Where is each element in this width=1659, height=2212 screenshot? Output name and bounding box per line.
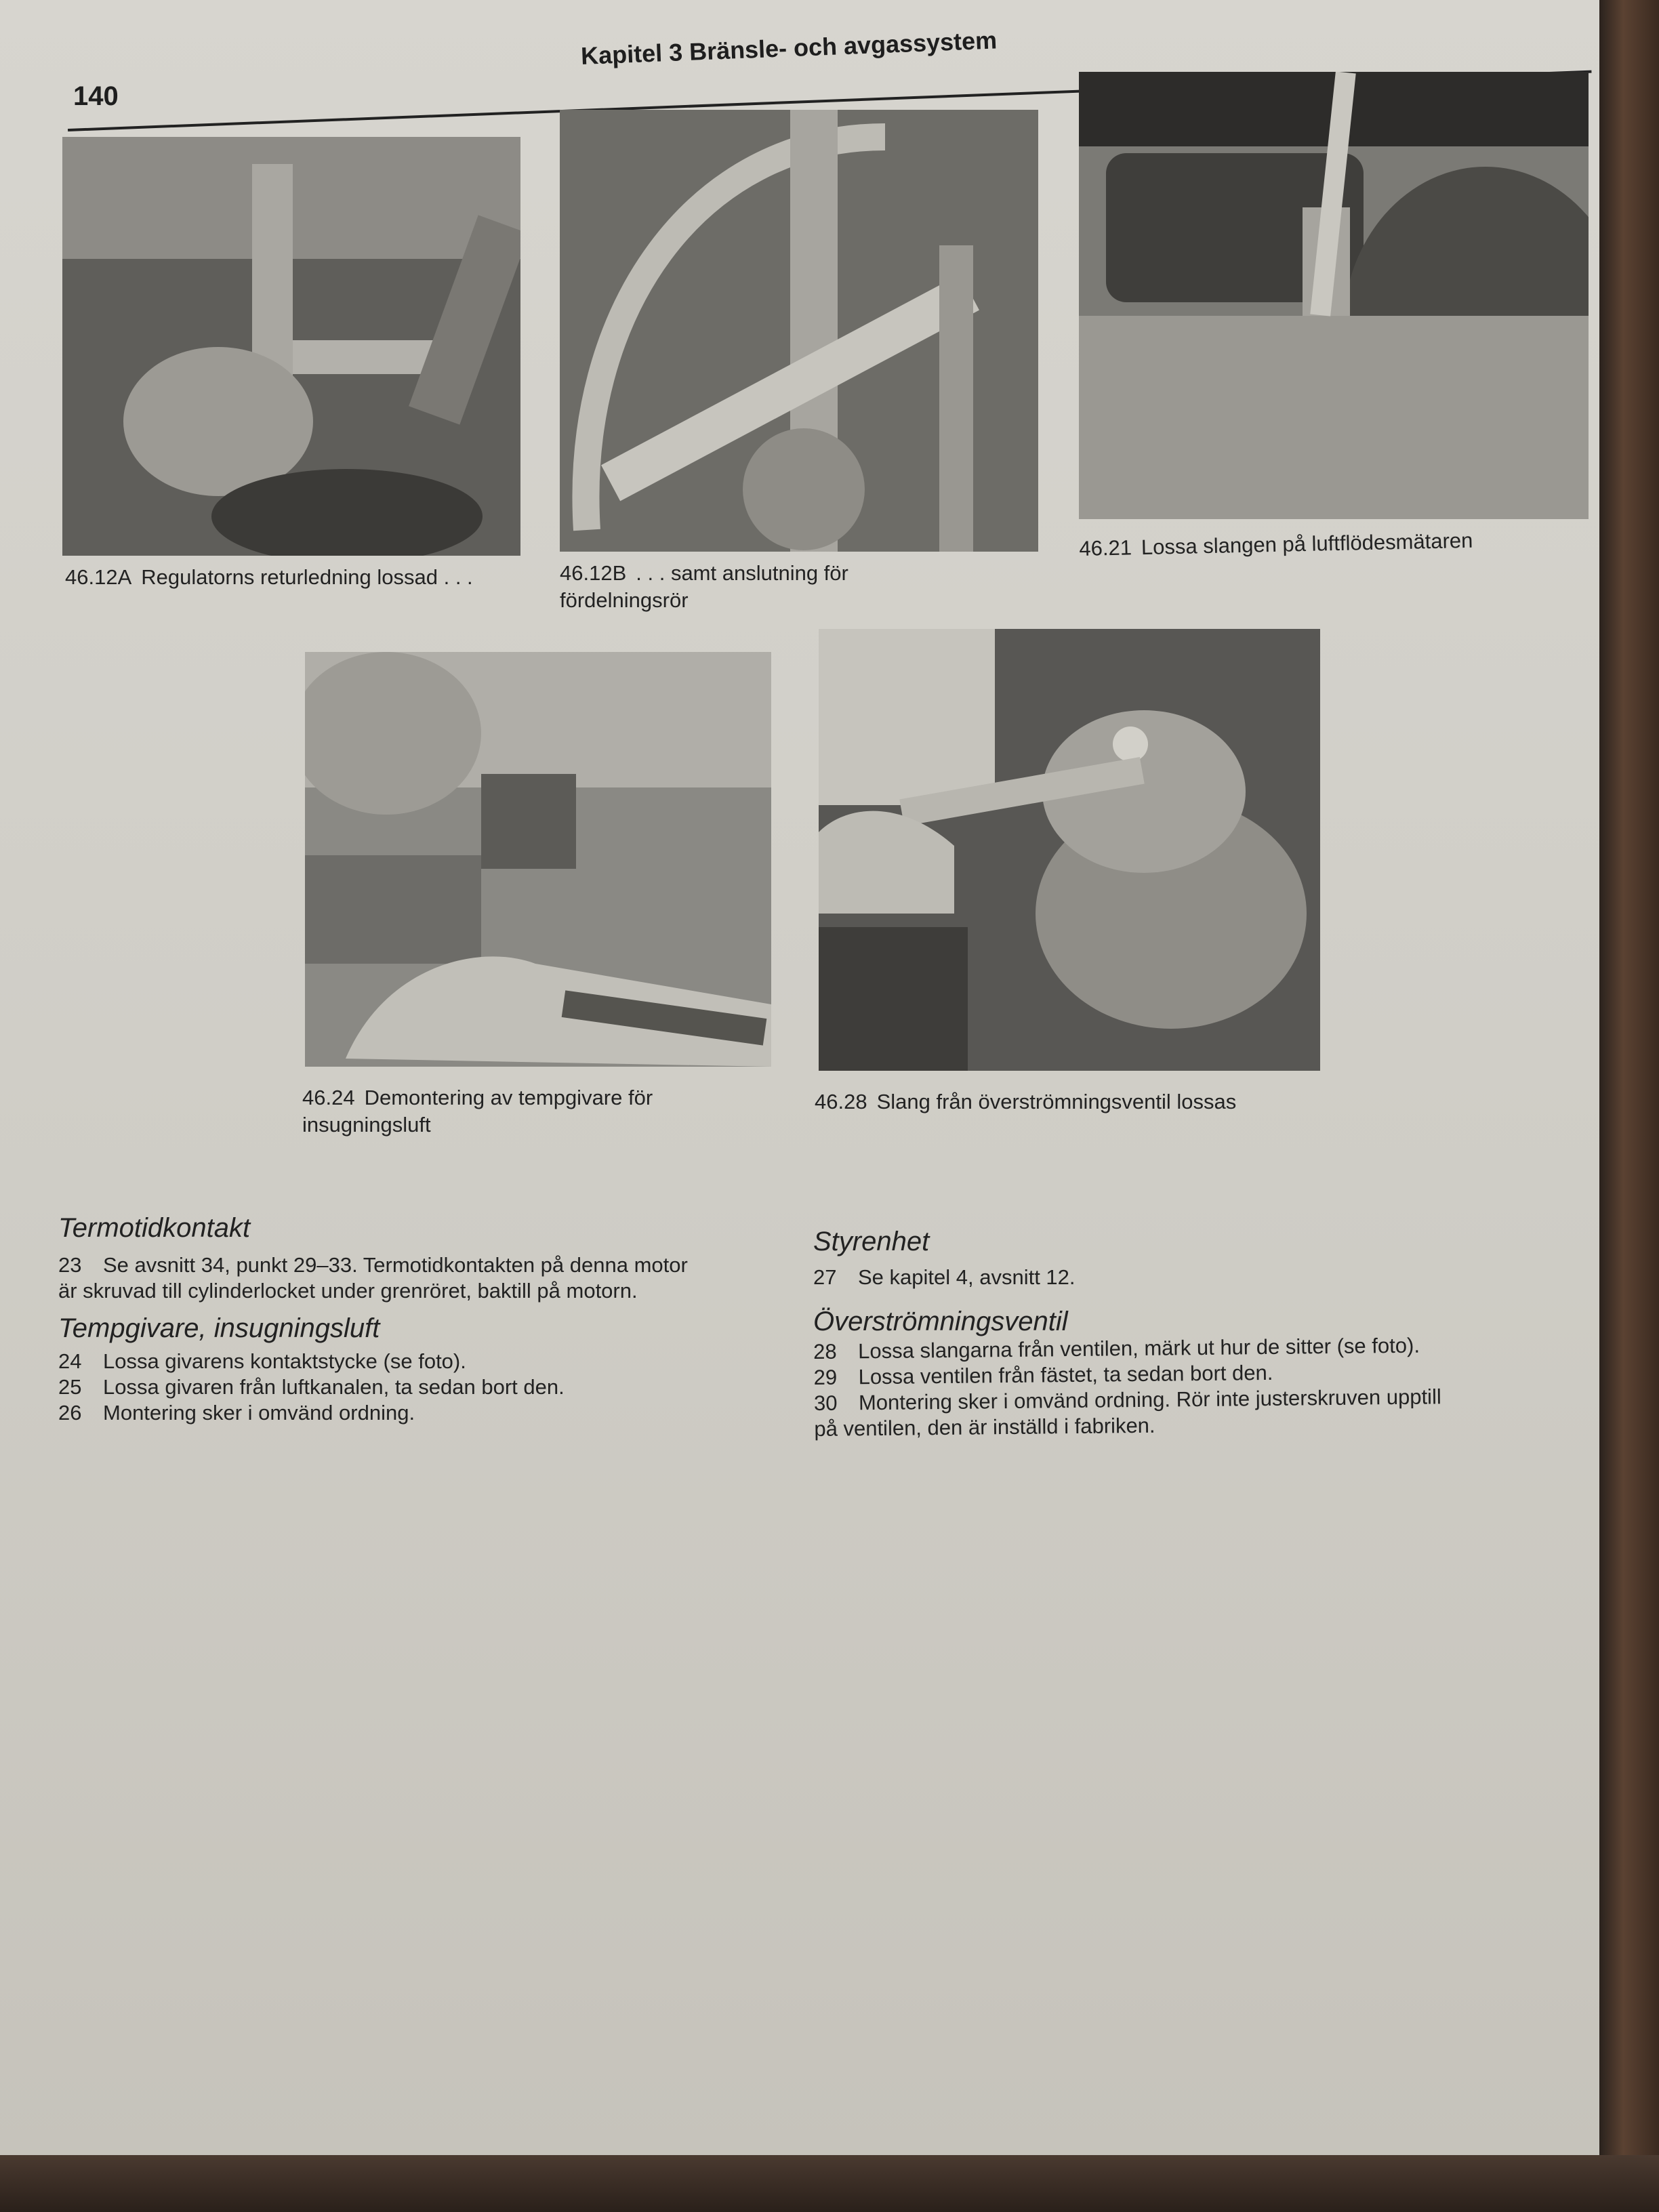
section-title-overstromningsventil: Överströmningsventil xyxy=(813,1307,1068,1336)
list-item: på ventilen, den är inställd i fabriken. xyxy=(814,1413,1155,1441)
figure-number: 46.28 xyxy=(815,1090,867,1113)
caption-46-12b xyxy=(560,560,912,614)
figure-number: 46.21 xyxy=(1079,535,1132,560)
section-title-styrenhet: Styrenhet xyxy=(813,1227,930,1256)
photo-46-21 xyxy=(1079,72,1589,519)
figure-caption: Demontering av tempgivare för insugningsluft xyxy=(302,1086,653,1136)
list-item: 30 Montering sker i omvänd ordning. Rör inte justerskruven upptill xyxy=(813,1385,1441,1415)
figure-number: 46.12A xyxy=(65,565,132,589)
running-title: Kapitel 3 Bränsle- och avgassystem xyxy=(580,26,998,70)
photo-46-12a xyxy=(62,137,520,556)
figure-number: 46.12B xyxy=(560,561,627,585)
list-item: 27 Se kapitel 4, avsnitt 12. xyxy=(813,1265,1076,1289)
caption-46-12a xyxy=(65,564,539,591)
list-item: är skruvad till cylinderlocket under grenröret, baktill på motorn. xyxy=(58,1279,638,1303)
figure-caption: Regulatorns returledning lossad . . . xyxy=(141,565,473,589)
list-item: 25 Lossa givaren från luftkanalen, ta sedan bort den. xyxy=(58,1375,565,1399)
section-title-termotidkontakt: Termotidkontakt xyxy=(58,1213,251,1243)
section-body-styrenhet xyxy=(813,1265,1572,1290)
section-body-tempgivare xyxy=(58,1349,777,1426)
figure-caption: Slang från överströmningsventil lossas xyxy=(876,1090,1237,1113)
figure-caption: . . . samt anslutning för fördelningsrör xyxy=(560,561,848,612)
book-spine xyxy=(1599,0,1659,2212)
list-item: 24 Lossa givarens kontaktstycke (se foto). xyxy=(58,1349,466,1373)
section-body-overstromningsventil xyxy=(813,1331,1580,1442)
figure-number: 46.24 xyxy=(302,1086,355,1109)
section-body-termotidkontakt xyxy=(58,1252,777,1304)
book-edge xyxy=(0,2155,1659,2212)
caption-46-24 xyxy=(302,1084,736,1139)
list-item: 28 Lossa slangarna från ventilen, märk ut hur de sitter (se foto). xyxy=(813,1333,1420,1364)
list-item: 23 Se avsnitt 34, punkt 29–33. Termotidkontakten på denna motor xyxy=(58,1253,688,1277)
photo-46-28 xyxy=(819,629,1320,1071)
list-item: 26 Montering sker i omvänd ordning. xyxy=(58,1401,415,1425)
photo-46-24 xyxy=(305,652,771,1067)
page-number: 140 xyxy=(73,81,119,111)
caption-46-28 xyxy=(815,1088,1289,1115)
list-item: 29 Lossa ventilen från fästet, ta sedan bort den. xyxy=(813,1360,1273,1389)
photo-46-12b xyxy=(560,110,1038,552)
section-title-tempgivare: Tempgivare, insugningsluft xyxy=(58,1313,380,1343)
caption-46-21 xyxy=(1079,525,1595,562)
figure-caption: Lossa slangen på luftflödesmätaren xyxy=(1141,528,1473,560)
